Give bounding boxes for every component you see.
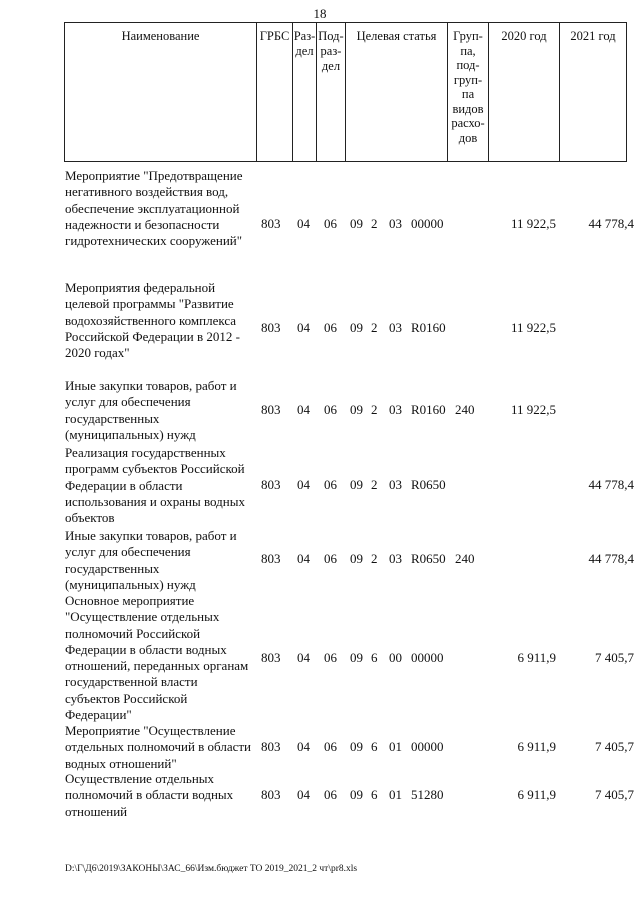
row-podrazdel: 06 <box>324 320 337 335</box>
row-target-program: 09 <box>350 739 363 754</box>
row-grbs: 803 <box>261 551 281 566</box>
row-2021-value: 44 778,4 <box>588 216 634 231</box>
row-podrazdel: 06 <box>324 650 337 665</box>
row-podrazdel: 06 <box>324 216 337 231</box>
row-razdel: 04 <box>297 650 310 665</box>
header-group <box>447 22 489 162</box>
row-target-program: 09 <box>350 402 363 417</box>
row-2021-value: 7 405,7 <box>595 650 634 665</box>
row-target-direction: R0650 <box>411 477 446 492</box>
row-target-program: 09 <box>350 477 363 492</box>
row-2021-value: 44 778,4 <box>588 551 634 566</box>
header-name-text: Наименование <box>121 29 200 43</box>
row-target-event: 03 <box>389 320 402 335</box>
header-2021 <box>559 22 627 162</box>
row-target-program: 09 <box>350 787 363 802</box>
row-podrazdel: 06 <box>324 477 337 492</box>
row-target-subprogram: 2 <box>371 320 378 335</box>
row-2020-value: 11 922,5 <box>510 320 556 335</box>
row-target-subprogram: 6 <box>371 650 378 665</box>
header-line: раз- <box>320 44 342 58</box>
row-target-direction: 00000 <box>411 650 444 665</box>
row-name: Мероприятие "Осуществление отдельных полномочий в области водных отношений" <box>65 723 251 771</box>
row-name: Реализация государственных программ субъектов Российской Федерации в области использования и охраны водных объектов <box>65 445 245 526</box>
row-target-direction: R0160 <box>411 402 446 417</box>
row-expense-type: 240 <box>455 402 475 417</box>
row-target-direction: R0160 <box>411 320 446 335</box>
row-grbs: 803 <box>261 787 281 802</box>
header-line: под- <box>456 58 480 72</box>
row-2021-value: 7 405,7 <box>595 787 634 802</box>
row-2020-value: 6 911,9 <box>517 787 556 802</box>
row-target-program: 09 <box>350 551 363 566</box>
row-target-subprogram: 6 <box>371 739 378 754</box>
row-razdel: 04 <box>297 320 310 335</box>
header-line: дов <box>458 130 478 145</box>
row-razdel: 04 <box>297 402 310 417</box>
row-target-event: 01 <box>389 787 402 802</box>
row-grbs: 803 <box>261 650 281 665</box>
row-target-subprogram: 2 <box>371 216 378 231</box>
row-2020-value: 11 922,5 <box>510 402 556 417</box>
file-path-footer: D:\Г\Д6\2019\ЗАКОНЫ\ЗАС_66\Изм.бюджет ТО 2019_2021_2 чт\pr8.xls <box>65 864 358 874</box>
row-target-subprogram: 2 <box>371 551 378 566</box>
row-name: Мероприятия федеральной целевой программы "Развитие водохозяйственного комплекса Российской Федерации в 2012 - 2020 годах" <box>65 280 240 361</box>
row-name: Осуществление отдельных полномочий в области водных отношений <box>65 771 234 819</box>
header-line: Груп- <box>453 29 483 43</box>
row-podrazdel: 06 <box>324 402 337 417</box>
row-razdel: 04 <box>297 739 310 754</box>
row-target-program: 09 <box>350 650 363 665</box>
row-target-direction: 00000 <box>411 739 444 754</box>
header-line: па <box>461 87 475 101</box>
row-2020-value: 11 922,5 <box>510 216 556 231</box>
row-grbs: 803 <box>261 477 281 492</box>
row-target-direction: 00000 <box>411 216 444 231</box>
row-grbs: 803 <box>261 216 281 231</box>
header-line: груп- <box>453 72 483 87</box>
header-target-text: Целевая статья <box>356 29 437 43</box>
header-2020-text: 2020 год <box>501 29 547 43</box>
row-2020-value: 6 911,9 <box>517 650 556 665</box>
page-number: 18 <box>313 6 327 21</box>
header-razdel <box>292 22 317 162</box>
header-line: па, <box>460 43 476 58</box>
row-target-subprogram: 6 <box>371 787 378 802</box>
row-2020-value: 6 911,9 <box>517 739 556 754</box>
row-target-program: 09 <box>350 216 363 231</box>
row-name: Мероприятие "Предотвращение негативного воздействия вод, обеспечение эксплуатационной надежности и безопасности гидротехнических сооружений" <box>65 168 243 249</box>
header-name <box>64 22 257 162</box>
row-2021-value: 7 405,7 <box>595 739 634 754</box>
header-podrazdel <box>316 22 346 162</box>
row-target-event: 03 <box>389 216 402 231</box>
row-grbs: 803 <box>261 402 281 417</box>
header-target <box>345 22 448 162</box>
row-razdel: 04 <box>297 787 310 802</box>
row-target-event: 00 <box>389 650 402 665</box>
header-2021-text: 2021 год <box>570 29 616 43</box>
header-line: Под- <box>318 29 344 43</box>
row-grbs: 803 <box>261 320 281 335</box>
header-line: видов <box>452 101 484 116</box>
header-line: дел <box>321 59 341 73</box>
header-group-lines <box>448 29 488 145</box>
row-target-event: 03 <box>389 551 402 566</box>
header-podrazdel-lines <box>317 29 345 74</box>
header-line: Раз- <box>293 29 316 43</box>
row-target-direction: R0650 <box>411 551 446 566</box>
row-name: Иные закупки товаров, работ и услуг для обеспечения государственных (муниципальных) нужд <box>65 528 237 592</box>
row-name: Основное мероприятие "Осуществление отдельных полномочий Российской Федерации в области водных отношений, переданных органам государственной власти субъектов Российской Федерации" <box>65 593 249 723</box>
header-grbs <box>256 22 293 162</box>
header-line: дел <box>295 44 314 58</box>
row-name: Иные закупки товаров, работ и услуг для обеспечения государственных (муниципальных) нужд <box>65 378 237 442</box>
row-podrazdel: 06 <box>324 787 337 802</box>
row-target-program: 09 <box>350 320 363 335</box>
row-razdel: 04 <box>297 216 310 231</box>
row-target-subprogram: 2 <box>371 402 378 417</box>
row-grbs: 803 <box>261 739 281 754</box>
row-podrazdel: 06 <box>324 551 337 566</box>
row-expense-type: 240 <box>455 551 475 566</box>
header-razdel-lines <box>293 29 316 59</box>
header-2020 <box>488 22 560 162</box>
row-target-subprogram: 2 <box>371 477 378 492</box>
row-target-event: 01 <box>389 739 402 754</box>
header-line: расхо- <box>451 116 485 130</box>
row-podrazdel: 06 <box>324 739 337 754</box>
header-grbs-text: ГРБС <box>259 29 290 43</box>
row-target-direction: 51280 <box>411 787 444 802</box>
row-2021-value: 44 778,4 <box>588 477 634 492</box>
row-razdel: 04 <box>297 551 310 566</box>
row-target-event: 03 <box>389 402 402 417</box>
row-target-event: 03 <box>389 477 402 492</box>
row-razdel: 04 <box>297 477 310 492</box>
